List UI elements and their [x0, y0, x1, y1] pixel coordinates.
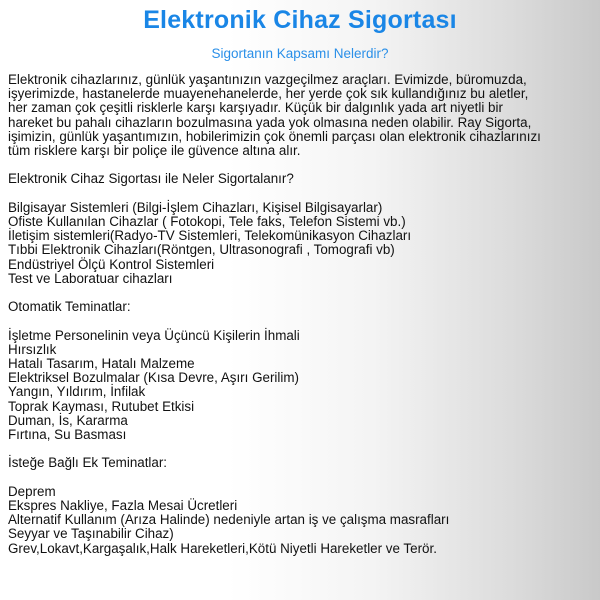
page-subtitle: Sigortanın Kapsamı Nelerdir?: [211, 46, 389, 61]
list-item: İletişim sistemleri(Radyo-TV Sistemleri, Telekomünikasyon Cihazları: [8, 228, 412, 244]
list-item: Fırtına, Su Basması: [8, 427, 127, 443]
list-item: Ekspres Nakliye, Fazla Mesai Ücretleri: [8, 498, 238, 513]
list-item: Duman, İs, Kararma: [8, 412, 128, 428]
list-item: Ofiste Kullanılan Cihazlar ( Fotokopi, Tele faks, Telefon Sistemi vb.): [8, 214, 406, 229]
list-item: İşletme Personelinin veya Üçüncü Kişilerin İhmali: [8, 327, 300, 343]
list-item: Alternatif Kullanım (Arıza Halinde) nedeniyle artan iş ve çalışma masrafları: [8, 512, 450, 528]
list-item: Toprak Kayması, Rutubet Etkisi: [8, 398, 195, 414]
intro-paragraph: [8, 73, 598, 158]
list-item: Elektriksel Bozulmalar (Kısa Devre, Aşırı Gerilim): [8, 370, 299, 386]
insured-heading: Elektronik Cihaz Sigortası ile Neler Sigortalanır?: [8, 171, 294, 187]
intro-line: tüm risklere karşı bir poliçe ile güvence altına alır.: [8, 143, 301, 159]
intro-line: her zaman çok çeşitli risklerle karşı karşıyadır. Küçük bir dalgınlık yada art niyetli bir: [8, 100, 503, 116]
intro-line: işimizin, günlük yaşantımızın, hobilerimizin çok önemli parçası olan elektronik cihazlarınızı: [8, 128, 541, 144]
intro-line: işyerimizde, hastanelerde muayenehanelerde, her yerde çok sık kullandığınız bu aletler,: [8, 86, 529, 102]
list-item: Hırsızlık: [8, 341, 57, 357]
list-item: Yangın, Yıldırım, İnfilak: [8, 384, 146, 400]
optional-coverage-heading: İsteğe Bağlı Ek Teminatlar:: [8, 455, 168, 471]
insured-list: [8, 201, 598, 286]
page-title: Elektronik Cihaz Sigortası: [143, 6, 457, 34]
list-item: Bilgisayar Sistemleri (Bilgi-İşlem Cihazları, Kişisel Bilgisayarlar): [8, 199, 383, 215]
list-item: Endüstriyel Ölçü Kontrol Sistemleri: [8, 256, 215, 272]
list-item: Hatalı Tasarım, Hatalı Malzeme: [8, 356, 195, 371]
optional-coverage-list: [8, 485, 598, 556]
list-item: Deprem: [8, 483, 56, 499]
list-item: Tıbbi Elektronik Cihazları(Röntgen, Ultrasonografi , Tomografi vb): [8, 242, 395, 258]
auto-coverage-heading: Otomatik Teminatlar:: [8, 299, 131, 315]
list-item: Seyyar ve Taşınabilir Cihaz): [8, 526, 174, 542]
article-body: [8, 73, 598, 556]
list-item: Grev,Lokavt,Kargaşalık,Halk Hareketleri,Kötü Niyetli Hareketler ve Terör.: [8, 540, 437, 556]
auto-coverage-list: [8, 329, 598, 443]
intro-line: Elektronik cihazlarınız, günlük yaşantınızın vazgeçilmez araçları. Evimizde, büromuzda,: [8, 72, 527, 87]
list-item: Test ve Laboratuar cihazları: [8, 270, 173, 286]
intro-line: hareket bu pahalı cihazların bozulmasına yada yok olmasına neden olabilir. Ray Sigorta,: [8, 114, 532, 130]
